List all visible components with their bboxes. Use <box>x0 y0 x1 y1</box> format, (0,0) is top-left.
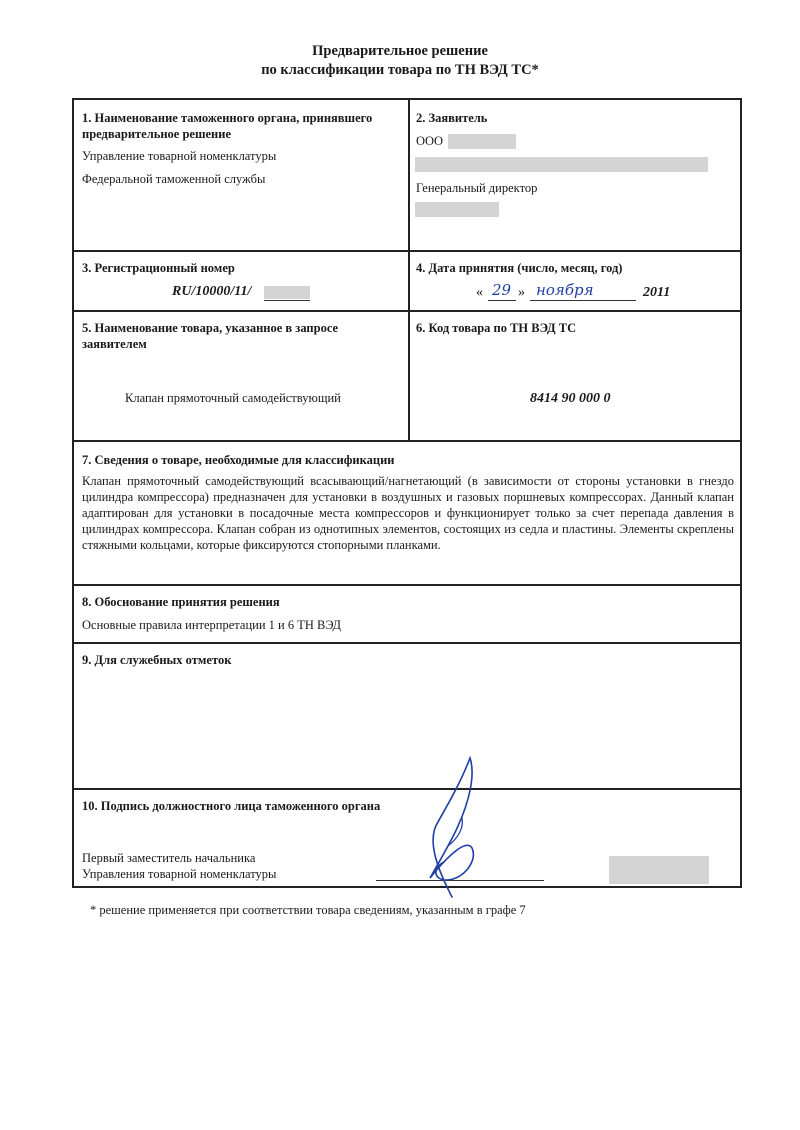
date-month-underline <box>530 300 636 301</box>
divider-column <box>408 100 410 442</box>
official-position-line-2: Управления товарной номенклатуры <box>82 867 277 881</box>
applicant-company-prefix: ООО <box>416 134 444 148</box>
registration-number-underline <box>264 300 310 301</box>
divider-row-4 <box>74 584 740 586</box>
divider-row-5 <box>74 642 740 644</box>
date-day-handwritten: 29 <box>492 281 512 299</box>
divider-row-2 <box>74 310 740 312</box>
title-line-1: Предварительное решение <box>312 43 488 59</box>
field6-label: 6. Код товара по ТН ВЭД ТС <box>416 321 577 335</box>
redacted-director-name <box>415 202 499 217</box>
registration-number: RU/10000/11/ <box>172 284 252 299</box>
decision-basis: Основные правила интерпретации 1 и 6 ТН ВЭД <box>82 618 342 632</box>
field5-label: 5. Наименование товара, указанное в запросе заявителем <box>82 321 339 351</box>
divider-row-6 <box>74 788 740 790</box>
field7-label: 7. Сведения о товаре, необходимые для классификации <box>82 453 395 467</box>
document-title <box>0 42 800 80</box>
redacted-official-name <box>609 856 709 884</box>
divider-row-3 <box>74 440 740 442</box>
date-year: 2011 <box>643 285 671 300</box>
redacted-company-name <box>448 134 516 149</box>
product-code: 8414 90 000 0 <box>530 391 611 406</box>
date-quote-open: « <box>476 285 483 300</box>
field4-label: 4. Дата принятия (число, месяц, год) <box>416 261 623 275</box>
divider-row-1 <box>74 250 740 252</box>
date-day-underline <box>488 300 516 301</box>
field3-label: 3. Регистрационный номер <box>82 261 235 275</box>
field1-label: 1. Наименование таможенного органа, принявшего предварительное решение <box>82 111 373 141</box>
redacted-address <box>415 157 708 172</box>
field9-label: 9. Для служебных отметок <box>82 653 232 667</box>
field1-value-line-1: Управление товарной номенклатуры <box>82 149 277 163</box>
field8-label: 8. Обоснование принятия решения <box>82 595 280 609</box>
title-line-2: по классификации товара по ТН ВЭД ТС* <box>261 62 539 78</box>
official-position-line-1: Первый заместитель начальника <box>82 851 256 865</box>
applicant-position: Генеральный директор <box>416 181 538 195</box>
field2-label: 2. Заявитель <box>416 111 488 125</box>
product-description: Клапан прямоточный самодействующий всасывающий/нагнетающий (в зависимости от стороны установки в гнездо цилиндра компрессора) предназначен для установки в воздушных и газовых поршневых компрессорах. Данный клапан адаптирован для установки в посадочные места компрессоров и функционирует только за счет перепада давления в цилиндрах компрессора. Клапан собран из однотипных элементов, состоящих из седла и пластины. Элементы скреплены стяжными кольцами, которые фиксируются стопорными планками. <box>82 474 734 552</box>
footnote: * решение применяется при соответствии товара сведениям, указанным в графе 7 <box>90 903 526 917</box>
redacted-registration-suffix <box>264 286 310 299</box>
date-month-handwritten: ноября <box>536 281 594 299</box>
signature-stroke-main <box>430 758 473 897</box>
form-grid <box>72 98 742 888</box>
field10-label: 10. Подпись должностного лица таможенного органа <box>82 799 381 813</box>
signature-scribble <box>412 752 492 900</box>
date-quote-close: » <box>518 285 525 300</box>
field1-value-line-2: Федеральной таможенной службы <box>82 172 266 186</box>
product-name: Клапан прямоточный самодействующий <box>125 391 341 405</box>
